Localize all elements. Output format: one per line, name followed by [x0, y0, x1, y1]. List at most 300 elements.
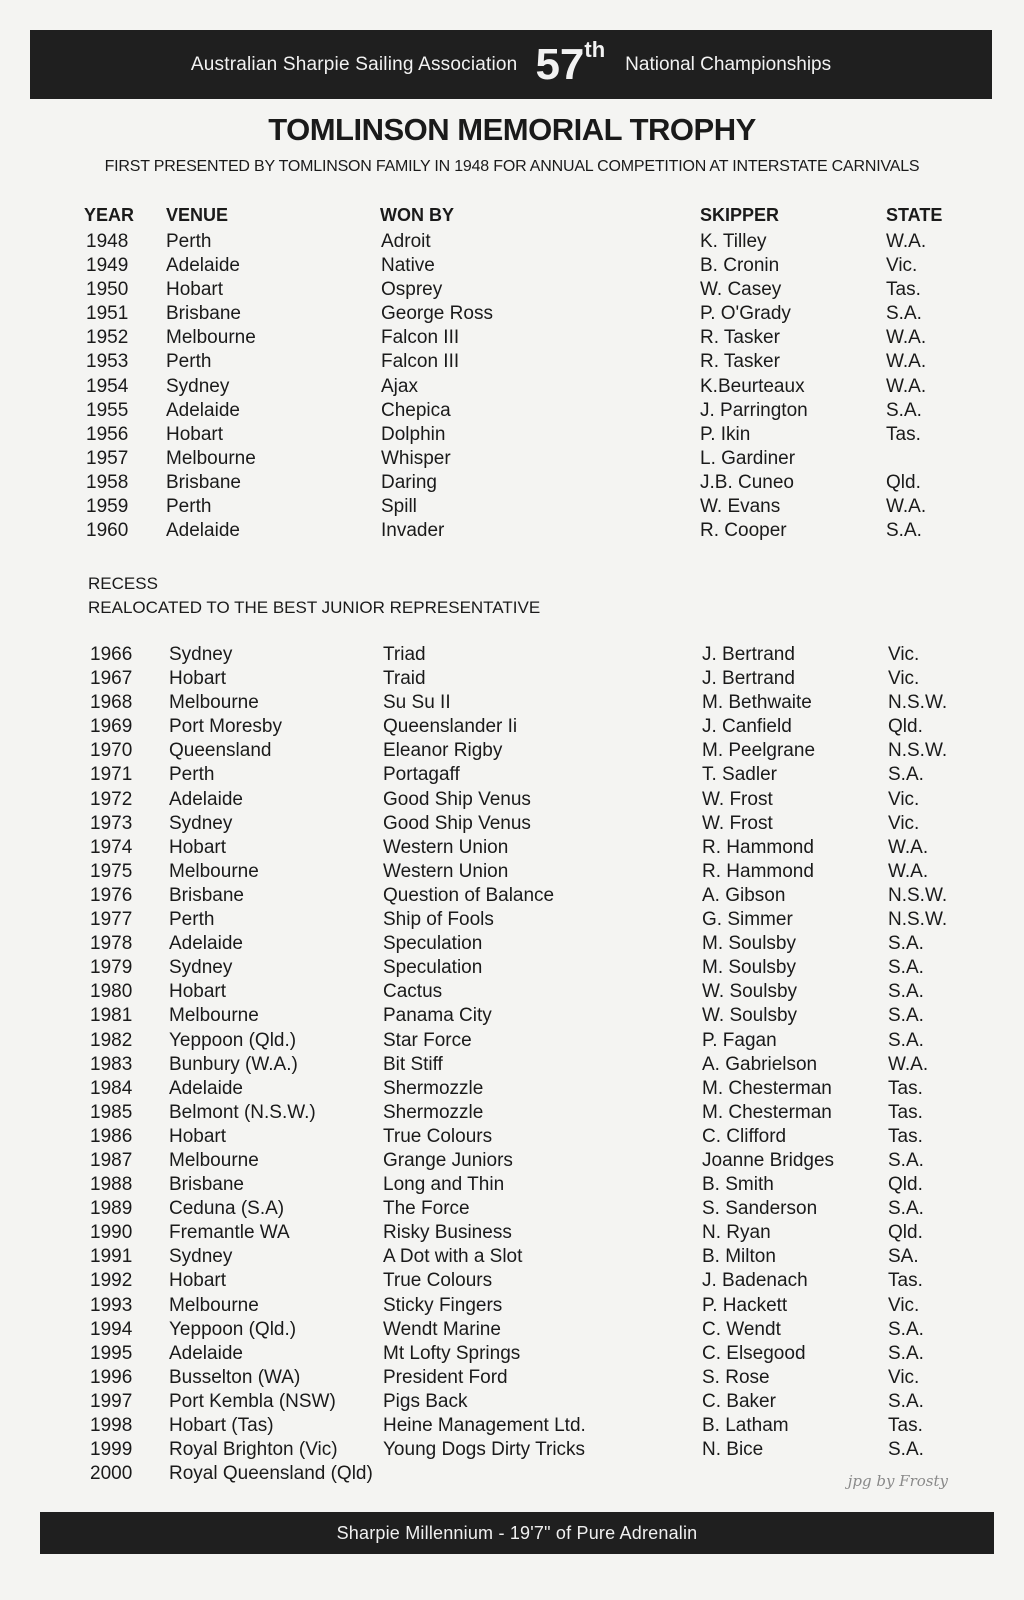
year-cell: 1993	[90, 1294, 133, 1316]
venue-cell: Melbourne	[169, 1294, 259, 1316]
won-by-cell: Triad	[383, 644, 426, 665]
year-cell: 1948	[86, 231, 129, 252]
table-row	[0, 1221, 1024, 1245]
photo-credit: jpg by Frosty	[847, 1472, 948, 1490]
year-cell: 1994	[90, 1318, 133, 1340]
skipper-cell: P. Hackett	[702, 1294, 788, 1316]
state-cell: N.S.W.	[888, 909, 948, 931]
venue-cell: Hobart	[169, 668, 227, 690]
venue-cell: Melbourne	[169, 860, 259, 882]
won-by-cell: Western Union	[383, 860, 509, 882]
skipper-cell: W. Soulsby	[702, 1005, 798, 1027]
won-by-cell: Pigs Back	[383, 1390, 468, 1412]
venue-cell: Adelaide	[166, 255, 240, 277]
header-banner	[30, 30, 992, 99]
venue-cell: Melbourne	[169, 1005, 259, 1027]
venue-cell: Perth	[169, 764, 215, 786]
skipper-cell: M. Chesterman	[702, 1077, 832, 1099]
venue-cell: Hobart	[169, 981, 227, 1003]
state-cell: W.A.	[886, 231, 927, 252]
venue-cell: Yeppoon (Qld.)	[169, 1029, 297, 1051]
won-by-cell: Ajax	[381, 375, 418, 397]
venue-cell: Adelaide	[169, 1342, 243, 1364]
venue-cell: Adelaide	[169, 788, 243, 810]
table-row	[0, 1101, 1024, 1125]
year-cell: 1958	[86, 471, 129, 493]
edition-suffix: th	[584, 36, 606, 62]
state-cell: W.A.	[886, 496, 927, 518]
skipper-cell: M. Soulsby	[702, 957, 796, 979]
won-by-cell: Bit Stiff	[383, 1053, 443, 1075]
table-row	[0, 1149, 1024, 1173]
table-row	[0, 254, 1024, 278]
skipper-cell: M. Bethwaite	[702, 692, 812, 714]
year-cell: 1954	[86, 375, 129, 397]
year-cell: 1959	[86, 496, 129, 518]
column-headers	[0, 205, 1024, 229]
venue-cell: Belmont (N.S.W.)	[169, 1101, 316, 1123]
skipper-cell: P. Ikin	[700, 423, 751, 445]
state-cell: Tas.	[886, 423, 921, 445]
table-row	[0, 519, 1024, 543]
venue-cell: Port Moresby	[169, 716, 282, 738]
footer-text: Sharpie Millennium - 19'7" of Pure Adrenalin	[336, 1522, 698, 1543]
skipper-cell: L. Gardiner	[700, 447, 796, 469]
state-cell: Vic.	[888, 1294, 920, 1316]
table-row	[0, 1004, 1024, 1028]
trophy-subtitle: FIRST PRESENTED BY TOMLINSON FAMILY IN 1948 FOR ANNUAL COMPETITION AT INTERSTATE CARNIVALS	[104, 158, 920, 175]
year-cell: 1952	[86, 327, 129, 349]
year-cell: 1998	[90, 1415, 133, 1436]
won-by-cell: A Dot with a Slot	[383, 1246, 523, 1268]
skipper-cell: J. Badenach	[702, 1270, 808, 1292]
venue-cell: Melbourne	[166, 447, 256, 469]
year-cell: 1988	[90, 1174, 133, 1196]
venue-cell: Adelaide	[169, 1077, 243, 1099]
table-row	[0, 956, 1024, 980]
venue-cell: Perth	[166, 496, 212, 518]
won-by-cell: Daring	[381, 471, 437, 493]
year-cell: 1953	[86, 351, 129, 373]
state-cell: Vic.	[888, 668, 920, 690]
won-by-cell: Falcon III	[381, 327, 460, 349]
table-row	[0, 495, 1024, 519]
won-by-cell: Speculation	[383, 933, 483, 955]
state-cell: Tas.	[888, 1125, 923, 1147]
won-by-cell: Osprey	[381, 279, 443, 301]
state-cell: Qld.	[888, 1222, 923, 1244]
skipper-cell: B. Latham	[702, 1415, 789, 1436]
year-cell: 1971	[90, 764, 133, 786]
state-cell: S.A.	[886, 399, 922, 421]
year-cell: 1990	[90, 1222, 133, 1244]
table-row	[0, 1173, 1024, 1197]
state-cell: S.A.	[888, 1198, 924, 1220]
skipper-cell: R. Hammond	[702, 860, 814, 882]
state-cell: N.S.W.	[888, 740, 948, 762]
won-by-cell: Su Su II	[383, 692, 451, 714]
won-by-cell: Young Dogs Dirty Tricks	[383, 1439, 586, 1461]
venue-cell: Fremantle WA	[169, 1222, 290, 1244]
year-cell: 1969	[90, 716, 133, 738]
table-row	[0, 980, 1024, 1004]
state-cell: W.A.	[886, 327, 927, 349]
venue-cell: Hobart	[169, 836, 227, 858]
table-row	[0, 691, 1024, 715]
venue-cell: Ceduna (S.A)	[169, 1198, 285, 1220]
event-name: National Championships	[625, 53, 832, 75]
venue-cell: Melbourne	[169, 1149, 259, 1171]
state-cell: W.A.	[888, 1053, 929, 1075]
table-row	[0, 1438, 1024, 1462]
year-cell: 1976	[90, 884, 133, 906]
skipper-cell: C. Wendt	[702, 1318, 781, 1340]
table-row	[0, 423, 1024, 447]
venue-cell: Perth	[166, 231, 212, 252]
skipper-cell: K. Tilley	[700, 231, 767, 252]
state-cell: W.A.	[886, 351, 927, 373]
venue-cell: Hobart	[169, 1125, 227, 1147]
table-row	[0, 278, 1024, 302]
won-by-cell: Chepica	[381, 399, 451, 421]
skipper-cell: W. Soulsby	[702, 981, 798, 1003]
state-cell: Qld.	[886, 471, 921, 493]
state-cell: Vic.	[888, 788, 920, 810]
venue-cell: Sydney	[169, 1246, 233, 1268]
year-cell: 1978	[90, 933, 133, 955]
table-row	[0, 1053, 1024, 1077]
venue-cell: Sydney	[166, 375, 230, 397]
state-cell: S.A.	[886, 520, 922, 542]
header-skipper: SKIPPER	[700, 205, 780, 225]
skipper-cell: M. Chesterman	[702, 1101, 832, 1123]
won-by-cell: Long and Thin	[383, 1174, 505, 1196]
venue-cell: Sydney	[169, 812, 233, 834]
skipper-cell: B. Smith	[702, 1174, 774, 1196]
table-row	[0, 1342, 1024, 1366]
won-by-cell: George Ross	[381, 303, 493, 325]
table-row	[0, 667, 1024, 691]
venue-cell: Adelaide	[166, 520, 240, 542]
year-cell: 1975	[90, 860, 133, 882]
state-cell: S.A.	[888, 1390, 924, 1412]
won-by-cell: Dolphin	[381, 423, 446, 445]
year-cell: 1995	[90, 1342, 133, 1364]
won-by-cell: Traid	[383, 668, 426, 690]
won-by-cell: Shermozzle	[383, 1077, 484, 1099]
skipper-cell: A. Gibson	[702, 884, 786, 906]
table-row	[0, 447, 1024, 471]
won-by-cell: Invader	[381, 520, 445, 542]
state-cell: Qld.	[888, 1174, 923, 1196]
venue-cell: Adelaide	[169, 933, 243, 955]
state-cell: W.A.	[888, 860, 929, 882]
year-cell: 1968	[90, 692, 133, 714]
won-by-cell: President Ford	[383, 1366, 508, 1388]
table-row	[0, 836, 1024, 860]
won-by-cell: Mt Lofty Springs	[383, 1342, 521, 1364]
venue-cell: Adelaide	[166, 399, 240, 421]
table-row	[0, 884, 1024, 908]
year-cell: 1950	[86, 279, 129, 301]
won-by-cell: Heine Management Ltd.	[383, 1415, 586, 1436]
venue-cell: Hobart	[166, 279, 224, 301]
skipper-cell: C. Clifford	[702, 1125, 787, 1147]
year-cell: 1980	[90, 981, 133, 1003]
state-cell: Vic.	[888, 1366, 920, 1388]
won-by-cell: Star Force	[383, 1029, 472, 1051]
table-row	[0, 1197, 1024, 1221]
table-row	[0, 399, 1024, 423]
table-row	[0, 375, 1024, 399]
year-cell: 1973	[90, 812, 133, 834]
skipper-cell: J. Canfield	[702, 716, 792, 738]
year-cell: 1982	[90, 1029, 133, 1051]
skipper-cell: G. Simmer	[702, 909, 793, 931]
state-cell: S.A.	[888, 1318, 924, 1340]
table-row	[0, 1125, 1024, 1149]
state-cell: Vic.	[888, 812, 920, 834]
won-by-cell: True Colours	[383, 1125, 493, 1147]
skipper-cell: W. Evans	[700, 496, 781, 518]
table-row	[0, 860, 1024, 884]
won-by-cell: Eleanor Rigby	[383, 740, 503, 762]
table-row	[0, 1414, 1024, 1438]
year-cell: 1972	[90, 788, 133, 810]
won-by-cell: Panama City	[383, 1005, 492, 1027]
state-cell: Tas.	[888, 1415, 923, 1436]
skipper-cell: B. Milton	[702, 1246, 776, 1268]
state-cell: N.S.W.	[888, 884, 948, 906]
state-cell: S.A.	[888, 1005, 924, 1027]
skipper-cell: M. Soulsby	[702, 933, 796, 955]
year-cell: 1967	[90, 668, 133, 690]
won-by-cell: Good Ship Venus	[383, 788, 531, 810]
skipper-cell: C. Baker	[702, 1390, 776, 1412]
table-row	[0, 1390, 1024, 1414]
state-cell: S.A.	[888, 764, 924, 786]
table-row	[0, 643, 1024, 667]
year-cell: 1985	[90, 1101, 133, 1123]
records-junior-list	[0, 643, 1024, 1486]
venue-cell: Royal Brighton (Vic)	[169, 1439, 338, 1461]
skipper-cell: C. Elsegood	[702, 1342, 806, 1364]
header-year: YEAR	[84, 205, 135, 225]
won-by-cell: The Force	[383, 1198, 470, 1220]
venue-cell: Sydney	[169, 644, 233, 665]
year-cell: 1966	[90, 644, 133, 665]
venue-cell: Hobart	[166, 423, 224, 445]
venue-cell: Brisbane	[169, 1174, 244, 1196]
venue-cell: Queensland	[169, 740, 272, 762]
state-cell: S.A.	[886, 303, 922, 325]
table-row	[0, 1269, 1024, 1293]
skipper-cell: J.B. Cuneo	[700, 471, 794, 493]
year-cell: 1970	[90, 740, 133, 762]
won-by-cell: Risky Business	[383, 1222, 512, 1244]
state-cell: S.A.	[888, 957, 924, 979]
table-row	[0, 1294, 1024, 1318]
won-by-cell: Shermozzle	[383, 1101, 484, 1123]
edition-digits: 57	[535, 39, 585, 89]
venue-cell: Hobart (Tas)	[169, 1415, 274, 1436]
won-by-cell: Western Union	[383, 836, 509, 858]
header-won-by: WON BY	[380, 205, 454, 225]
year-cell: 1983	[90, 1053, 133, 1075]
venue-cell: Busselton (WA)	[169, 1366, 301, 1388]
skipper-cell: S. Rose	[702, 1366, 770, 1388]
year-cell: 1949	[86, 255, 129, 277]
year-cell: 1996	[90, 1366, 133, 1388]
table-row	[0, 302, 1024, 326]
year-cell: 1999	[90, 1439, 133, 1461]
state-cell: Tas.	[888, 1101, 923, 1123]
won-by-cell: Grange Juniors	[383, 1149, 513, 1171]
venue-cell: Melbourne	[166, 327, 256, 349]
table-row	[0, 908, 1024, 932]
skipper-cell: R. Tasker	[700, 327, 780, 349]
state-cell: S.A.	[888, 1439, 924, 1461]
skipper-cell: J. Parrington	[700, 399, 808, 421]
state-cell: S.A.	[888, 1342, 924, 1364]
table-row	[0, 230, 1024, 254]
won-by-cell: Whisper	[381, 447, 451, 469]
won-by-cell: Wendt Marine	[383, 1318, 501, 1340]
year-cell: 1992	[90, 1270, 133, 1292]
venue-cell: Royal Queensland (Qld)	[169, 1463, 373, 1485]
year-cell: 1997	[90, 1390, 133, 1412]
skipper-cell: P. O'Grady	[700, 303, 791, 325]
state-cell: Tas.	[886, 279, 921, 301]
skipper-cell: R. Tasker	[700, 351, 780, 373]
venue-cell: Brisbane	[169, 884, 244, 906]
state-cell: S.A.	[888, 933, 924, 955]
table-row	[0, 763, 1024, 787]
recess-note: RECESS	[88, 574, 158, 593]
year-cell: 1955	[86, 399, 129, 421]
venue-cell: Melbourne	[169, 692, 259, 714]
won-by-cell: Queenslander Ii	[383, 716, 518, 738]
year-cell: 1974	[90, 836, 133, 858]
won-by-cell: Cactus	[383, 981, 443, 1003]
venue-cell: Brisbane	[166, 303, 241, 325]
venue-cell: Yeppoon (Qld.)	[169, 1318, 297, 1340]
table-row	[0, 715, 1024, 739]
won-by-cell: Falcon III	[381, 351, 460, 373]
state-cell: Tas.	[888, 1270, 923, 1292]
table-row	[0, 471, 1024, 495]
year-cell: 1991	[90, 1246, 133, 1268]
year-cell: 1960	[86, 520, 129, 542]
skipper-cell: Joanne Bridges	[702, 1149, 835, 1171]
state-cell: Vic.	[886, 255, 918, 277]
skipper-cell: J. Bertrand	[702, 644, 795, 665]
table-row	[0, 932, 1024, 956]
state-cell: S.A.	[888, 981, 924, 1003]
skipper-cell: R. Hammond	[702, 836, 814, 858]
year-cell: 1977	[90, 909, 133, 931]
won-by-cell: Speculation	[383, 957, 483, 979]
records-early-list	[0, 230, 1024, 543]
footer-banner	[40, 1512, 994, 1554]
table-row	[0, 1366, 1024, 1390]
year-cell: 2000	[90, 1463, 133, 1485]
skipper-cell: N. Ryan	[702, 1222, 771, 1244]
won-by-cell: True Colours	[383, 1270, 493, 1292]
venue-cell: Port Kembla (NSW)	[169, 1390, 336, 1412]
skipper-cell: P. Fagan	[702, 1029, 777, 1051]
skipper-cell: T. Sadler	[702, 764, 777, 786]
skipper-cell: J. Bertrand	[702, 668, 795, 690]
venue-cell: Hobart	[169, 1270, 227, 1292]
table-row	[0, 739, 1024, 763]
state-cell: N.S.W.	[888, 692, 948, 714]
table-row	[0, 350, 1024, 374]
table-row	[0, 1077, 1024, 1101]
state-cell: S.A.	[888, 1149, 924, 1171]
table-row	[0, 1029, 1024, 1053]
skipper-cell: B. Cronin	[700, 255, 780, 277]
venue-cell: Perth	[169, 909, 215, 931]
won-by-cell: Sticky Fingers	[383, 1294, 503, 1316]
year-cell: 1981	[90, 1005, 133, 1027]
year-cell: 1986	[90, 1125, 133, 1147]
table-row	[0, 326, 1024, 350]
year-cell: 1989	[90, 1198, 133, 1220]
won-by-cell: Portagaff	[383, 764, 460, 786]
won-by-cell: Native	[381, 255, 435, 277]
reallocated-note: REALOCATED TO THE BEST JUNIOR REPRESENTATIVE	[88, 598, 541, 617]
won-by-cell: Ship of Fools	[383, 909, 494, 931]
trophy-title: TOMLINSON MEMORIAL TROPHY	[268, 112, 756, 147]
state-cell: SA.	[888, 1246, 919, 1268]
skipper-cell: W. Frost	[702, 788, 773, 810]
skipper-cell: S. Sanderson	[702, 1198, 818, 1220]
edition-number	[535, 36, 606, 89]
year-cell: 1979	[90, 957, 133, 979]
skipper-cell: K.Beurteaux	[700, 375, 805, 397]
skipper-cell: M. Peelgrane	[702, 740, 816, 762]
organization-name: Australian Sharpie Sailing Association	[190, 53, 518, 75]
skipper-cell: W. Frost	[702, 812, 773, 834]
header-venue: VENUE	[166, 205, 229, 225]
state-cell: Vic.	[888, 644, 920, 665]
table-row	[0, 1245, 1024, 1269]
state-cell: Tas.	[888, 1077, 923, 1099]
won-by-cell: Adroit	[381, 231, 431, 252]
table-row	[0, 812, 1024, 836]
won-by-cell: Good Ship Venus	[383, 812, 531, 834]
skipper-cell: R. Cooper	[700, 520, 787, 542]
won-by-cell: Question of Balance	[383, 884, 555, 906]
skipper-cell: N. Bice	[702, 1439, 764, 1461]
year-cell: 1987	[90, 1149, 133, 1171]
state-cell: W.A.	[888, 836, 929, 858]
year-cell: 1984	[90, 1077, 133, 1099]
year-cell: 1951	[86, 303, 129, 325]
table-row	[0, 1318, 1024, 1342]
state-cell: Qld.	[888, 716, 923, 738]
won-by-cell: Spill	[381, 496, 417, 518]
venue-cell: Bunbury (W.A.)	[169, 1053, 298, 1075]
year-cell: 1957	[86, 447, 129, 469]
year-cell: 1956	[86, 423, 129, 445]
table-row	[0, 788, 1024, 812]
header-state: STATE	[886, 205, 943, 225]
state-cell: S.A.	[888, 1029, 924, 1051]
venue-cell: Sydney	[169, 957, 233, 979]
skipper-cell: W. Casey	[700, 279, 782, 301]
